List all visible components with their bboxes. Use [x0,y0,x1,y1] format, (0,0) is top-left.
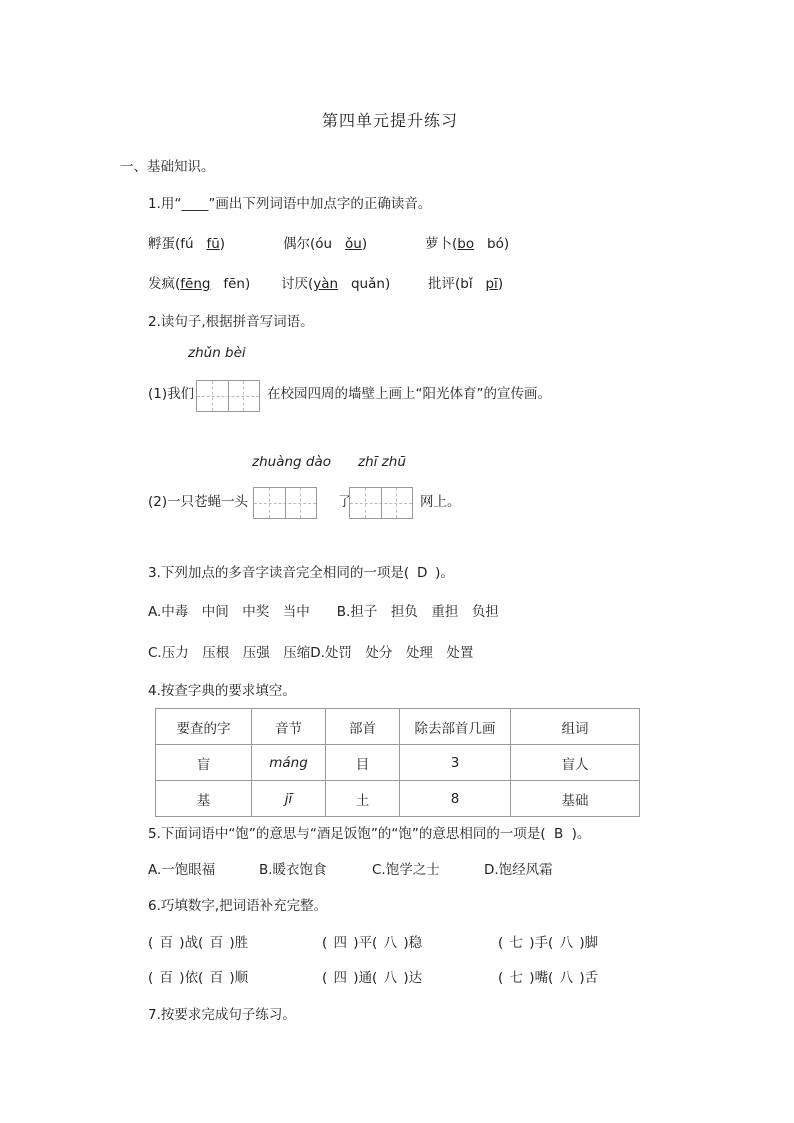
table-header: 要查的字 [156,709,252,745]
option: C.饱学之士 [372,862,440,878]
sentence-1-end: 在校园四周的墙壁上画上“阳光体育”的宣传画。 [267,386,551,402]
answer: B [553,826,564,842]
table-cell: 土 [326,781,400,817]
idiom-fill: ( 百 )战( 百 )胜 [148,935,249,951]
idiom-fill: ( 四 )通( 八 )达 [322,970,423,986]
question-2-prompt: 2.读句子,根据拼音写词语。 [148,314,314,330]
table-cell: 目 [326,745,400,781]
table-header-row [156,709,640,745]
idiom-fill: ( 四 )平( 八 )稳 [322,935,423,951]
option: D.饱经风霜 [484,862,553,878]
q3-options-line: A.中毒 中间 中奖 当中 B.担子 担负 重担 负担 [148,604,499,620]
q1-item: 讨厌(yàn quǎn) [281,276,391,292]
page-title: 第四单元提升练习 [322,111,459,130]
question-3-prompt: 3.下列加点的多音字读音完全相同的一项是( D )。 [148,565,454,581]
table-cell: 盲人 [511,745,640,781]
option: B.暖衣饱食 [259,862,327,878]
q3-options-line: C.压力 压根 压强 压缩D.处罚 处分 处理 处置 [148,645,474,661]
q1-item: 批评(bǐ pī) [428,276,504,292]
q1-item: 孵蛋(fú fū) [148,236,226,252]
q1-item: 萝卜(bo bó) [425,236,510,252]
table-header: 部首 [326,709,400,745]
sentence-2-start: (2)一只苍蝇一头 [148,494,249,510]
table-cell: 基 [156,781,252,817]
table-header: 除去部首几画 [400,709,511,745]
question-5-prompt: 5.下面词语中“饱”的意思与“酒足饭饱”的“饱”的意思相同的一项是( B )。 [148,826,591,842]
table-cell: 盲 [156,745,252,781]
table-cell: 3 [400,745,511,781]
table-cell: máng [252,745,326,781]
table-row [156,781,640,817]
idiom-fill: ( 百 )依( 百 )顺 [148,970,249,986]
answer: D [416,565,428,581]
option: A.一饱眼福 [148,862,216,878]
dictionary-table [155,708,640,817]
sentence-1-start: (1)我们 [148,386,195,402]
table-cell: jī [252,781,326,817]
pinyin-hint: zhuàng dào [252,454,331,470]
question-4-prompt: 4.按查字典的要求填空。 [148,683,296,699]
sentence-2-end: 网上。 [420,494,461,510]
table-header: 音节 [252,709,326,745]
question-6-prompt: 6.巧填数字,把词语补充完整。 [148,898,328,914]
idiom-fill: ( 七 )手( 八 )脚 [498,935,599,951]
idiom-fill: ( 七 )嘴( 八 )舌 [498,970,599,986]
question-7-prompt: 7.按要求完成句子练习。 [148,1007,296,1023]
table-header: 组词 [511,709,640,745]
q1-item: 偶尔(óu ǒu) [283,236,368,252]
section-heading: 一、基础知识。 [120,159,215,175]
pinyin-hint: zhǔn bèi [188,345,246,361]
sentence-2-mid: 了 [338,494,352,510]
pinyin-hint: zhī zhū [358,454,406,470]
writing-grid[interactable] [349,487,413,519]
q1-item: 发疯(fēng fēn) [148,276,251,292]
table-cell: 8 [400,781,511,817]
table-row [156,745,640,781]
writing-grid[interactable] [253,487,317,519]
question-1-prompt: 1.用“____”画出下列词语中加点字的正确读音。 [148,196,432,212]
writing-grid[interactable] [196,380,260,412]
table-cell: 基础 [511,781,640,817]
